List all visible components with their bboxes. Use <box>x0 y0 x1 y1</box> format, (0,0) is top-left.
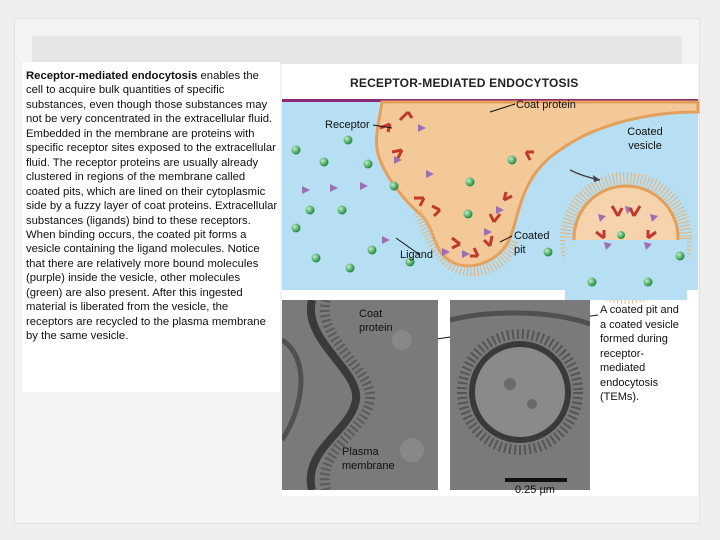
scale-bar <box>505 478 567 482</box>
label-coat-protein-em: Coat protein <box>359 308 393 334</box>
figure-title: RECEPTOR-MEDIATED ENDOCYTOSIS <box>350 76 579 90</box>
figure-caption: A coated pit and a coated vesicle formed during receptor-mediated endocytosis (TEMs). <box>600 304 679 403</box>
paragraph-lead-term: Receptor-mediated endocytosis <box>26 70 198 82</box>
label-coated-pit: Coated pit <box>514 230 550 256</box>
micrograph-coated-vesicle <box>450 300 590 490</box>
vesicle-ligand-green <box>617 231 625 239</box>
paragraph-body: enables the cell to acquire bulk quantities of specific substances, even though those substances may not be very concentrated in the extracellular fluid. Embedded in the membrane are proteins with specific receptor sites exposed to the extracellular fluid. The receptor proteins are usually already clustered in regions of the membrane called coated pits, which are lined on their cytoplasmic side by a fuzzy layer of coat proteins. Extracellular substances (ligands) bind to these receptors. When binding occurs, the coated pit forms a vesicle containing the ligand molecules. Notice that there are relatively more bound molecules (purple) inside the vesicle, other molecules (green) are also present. After this ingested material is liberated from the vesicle, the receptors are recycled to the plasma membrane by the same vesicle. <box>26 70 278 343</box>
label-plasma-membrane: Plasma membrane <box>342 446 395 472</box>
label-receptor: Receptor <box>325 119 370 131</box>
label-coat-protein: Coat protein <box>516 99 576 111</box>
label-coated-vesicle: Coated vesicle <box>627 126 663 152</box>
scale-label: 0.25 µm <box>515 484 555 496</box>
label-ligand: Ligand <box>400 249 434 261</box>
